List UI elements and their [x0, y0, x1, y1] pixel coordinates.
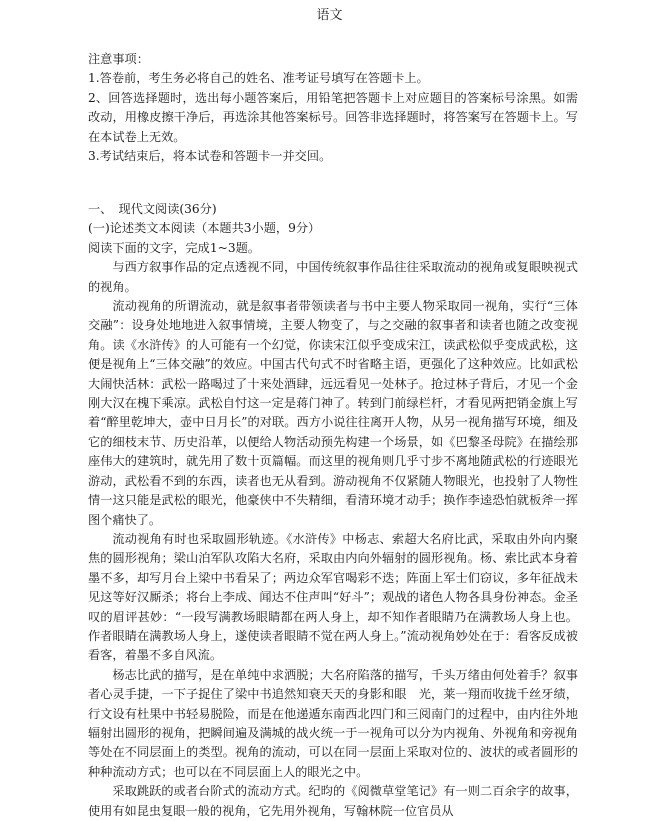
exam-notes — [88, 50, 578, 166]
section-instruction: 阅读下面的文字，完成1~3题。 — [88, 240, 260, 255]
section-subheading: (一)论述类文本阅读（本题共3小题，9分） — [88, 221, 321, 236]
passage-paragraph-3: 流动视角有时也采取圆形轨迹。《水浒传》中杨志、索超大名府比武，采取由外向内聚焦的圆形视角；梁山泊军队攻陷大名府，采取由内向外辐射的圆形视角。杨、索比武本身着墨不多，却写月台上梁中书看呆了；两边众军官喝彩不迭；阵面上军士们窃议，多年征战未见这等好汉厮杀；将台上李成、闻达不住声叫“好斗”；观战的诸色人物各具身份神态。金圣叹的眉评甚妙：“一段写满教场眼睛都在两人身上，却不知作者眼睛乃在满教场人身上也。作者眼睛在满教场人身上，遂使读者眼睛不觉在两人身上。”流动视角妙处在于：看客反成被看客，着墨不多自风流。 — [88, 531, 578, 663]
page-title: 语文 — [316, 8, 343, 23]
reading-section — [88, 200, 578, 821]
passage-paragraph-2: 流动视角的所谓流动，就是叙事者带领读者与书中主要人物采取同一视角，实行“三体交融”：设身处地地进入叙事情境，主要人物变了，与之交融的叙事者和读者也随之改变视角。读《水浒传》的人可能有一个幻觉，你读宋江似乎变成宋江，读武松似乎变成武松，这便是视角上“三体交融”的效应。中国古代句式不时省略主语，更强化了这种效应。比如武松大闹快活林：武松一路喝过了十来处酒肆，远远看见一处林子。抢过林子背后，才见一个金刚大汉在槐下乘凉。武松自忖这一定是蒋门神了。转到门前绿栏杆，才看见两把销金旗上写着“醉里乾坤大，壶中日月长”的对联。西方小说往往离开人物，从另一视角描写环境，细及它的细枝末节、历史沿革，以便给人物活动预先构建一个场景，如《巴黎圣母院》在描绘那座伟大的建筑时，就先用了数十页篇幅。而这里的视角则几乎寸步不离地随武松的行迹眼光游动，武松看不到的东西，读者也无从看到。游动视角不仅紧随人物眼光，也投射了人物性情一这只能是武松的眼光，他豪侠中不失精细，看清环境才动手；换作李逵恐怕就板斧一挥图个痛快了。 — [88, 299, 578, 527]
passage-paragraph-1: 与西方叙事作品的定点透视不同，中国传统叙事作品往往采取流动的视角或复眼映视式的视角。 — [88, 260, 578, 294]
passage-paragraph-5: 采取跳跃的或者台阶式的流动方式。纪昀的《阅微草堂笔记》有一则二百余字的故事，使用有如昆虫复眼一般的视角，它先用外视角，写翰林院一位官员从 — [88, 784, 578, 818]
notes-item-2: 2、回答选择题时，选出每小题答案后，用铅笔把答题卡上对应题目的答案标号涂黑。如需改动，用橡皮擦干净后，再选涂其他答案标号。回答非选择题时，将答案写在答题卡上。写在本试卷上无效。 — [88, 90, 578, 144]
section-heading: 一、 现代文阅读(36分) — [88, 202, 217, 216]
notes-item-3: 3.考试结束后，将本试卷和答题卡一并交回。 — [88, 149, 332, 164]
passage-paragraph-4: 杨志比武的描写，是在单纯中求洒脱；大名府陷落的描写，千头万绪由何处着手？叙事者心灵手捷，一下子捉住了梁中书追然知衰天天的身影和眼 光，莱一翔而收拢千丝牙绩，行文设有杜果中书轻易脱险，而是在他递遁东南西北四门和三阅南门的过程中，由内往外地辐射出圆形的视角，把瞬间遍及满城的战火统一于一视角可以分为内视角、外视角和旁视角等处在不同层面上的类型。视角的流动，可以在同一层面上采取对位的、波状的或者圆形的种种流动方式；也可以在不同层面上人的眼光之中。 — [88, 667, 578, 779]
notes-heading: 注意事项： — [88, 52, 149, 66]
notes-item-1: 1.答卷前，考生务必将自己的姓名、准考证号填写在答题卡上。 — [88, 71, 429, 86]
